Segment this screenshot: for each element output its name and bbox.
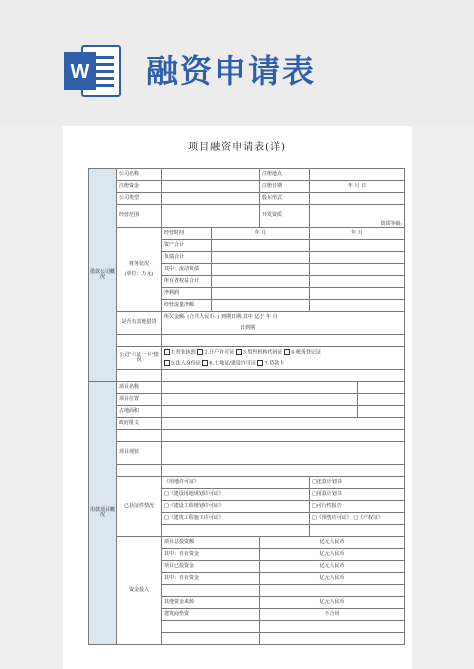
label-business-scope: 经营范围 xyxy=(117,205,162,228)
field-qual-grade[interactable]: 资质等级: xyxy=(310,205,405,228)
label-certs: 公司"六证一卡"情况 xyxy=(117,347,162,370)
spacer-cell xyxy=(162,465,405,477)
field-shareholding[interactable] xyxy=(310,193,405,205)
spacer-cell xyxy=(117,370,162,382)
label-other-debt: 是否有其他借贷 xyxy=(117,312,162,335)
inv-value[interactable]: 亿元人民币 xyxy=(260,573,405,585)
label-company-type: 公司类型 xyxy=(117,193,162,205)
spacer-cell xyxy=(162,525,310,537)
field-reg-date[interactable]: 年 月 日 xyxy=(310,181,405,193)
checkbox[interactable] xyxy=(202,360,208,366)
fin-cell[interactable] xyxy=(310,288,405,300)
field-extra[interactable] xyxy=(358,382,405,394)
inv-value[interactable]: 亿元人民币 xyxy=(260,549,405,561)
label-obtained-certs: 已获证件情况 xyxy=(117,477,162,537)
document-title: 项目融资申请表(详) xyxy=(188,142,286,153)
page-header xyxy=(0,0,474,126)
certs-line-1[interactable]: 1.营业执照 2.开户许可证 3.组织机构代码证 4.税务登记证 xyxy=(162,347,405,359)
inv-value[interactable]: 亿元人民币 xyxy=(260,537,405,549)
checkbox[interactable] xyxy=(257,360,263,366)
label-reg-capital: 注册资金 xyxy=(117,181,162,193)
checkbox[interactable] xyxy=(284,349,290,355)
inv-row-label: 项目已投资金 xyxy=(162,561,260,573)
fin-period-2[interactable]: 年 月 xyxy=(310,228,405,240)
checkbox[interactable] xyxy=(164,349,170,355)
spacer-cell xyxy=(310,525,405,537)
inv-row-label: 其中：自有资金 xyxy=(162,549,260,561)
fin-row-label: 经营时间 xyxy=(162,228,212,240)
field-other-debt[interactable]: 所欠金额: (合共人民币: ) 到期日期:其中 亿于 年 月 xyxy=(162,312,405,324)
field-project-location[interactable] xyxy=(162,394,358,406)
spacer-cell xyxy=(260,633,405,645)
label-finance: 财务状况 (单位：万元) xyxy=(117,228,162,312)
inv-row-label: 项目总投资额 xyxy=(162,537,260,549)
field-extra[interactable] xyxy=(358,406,405,418)
fin-cell[interactable] xyxy=(310,252,405,264)
cert-item[interactable]: □可行性报告 xyxy=(310,501,405,513)
section-company: 借款公司概况 xyxy=(89,169,117,382)
fin-cell[interactable] xyxy=(310,240,405,252)
fin-cell[interactable] xyxy=(310,276,405,288)
cert-item[interactable]: □还款计划书 xyxy=(310,477,405,489)
field-business-scope[interactable] xyxy=(162,205,260,228)
inv-row-label: 其他资金来源 xyxy=(162,597,260,609)
fin-row-label: 负债合计 xyxy=(162,252,212,264)
cert-item[interactable]: □《建设用地规划许可证》 xyxy=(162,489,310,501)
fin-cell[interactable] xyxy=(310,300,405,312)
fin-row-label: 其中：流动负债 xyxy=(162,264,212,276)
cert-item[interactable]: □《建设工程规划许可证》 xyxy=(162,501,310,513)
field-extra[interactable] xyxy=(358,394,405,406)
fin-row-label: 所有者权益合计 xyxy=(162,276,212,288)
field-project-status[interactable] xyxy=(162,442,405,465)
inv-value[interactable]: 不合用 xyxy=(260,609,405,621)
label-investment: 资金投入 xyxy=(117,537,162,645)
spacer-cell xyxy=(117,335,162,347)
word-app-icon xyxy=(62,40,124,102)
field-company-name[interactable] xyxy=(162,169,260,181)
field-reg-place[interactable] xyxy=(310,169,405,181)
inv-row-label: 建筑商垫资 xyxy=(162,609,260,621)
application-form xyxy=(88,168,404,645)
label-project-name: 项目名称 xyxy=(117,382,162,394)
form-table xyxy=(88,168,405,645)
label-company-name: 公司名称 xyxy=(117,169,162,181)
header-title: 融资申请表 xyxy=(146,52,317,90)
inv-value[interactable]: 亿元人民币 xyxy=(260,561,405,573)
cert-item[interactable]: □《建筑工程施工许可证》 xyxy=(162,513,310,525)
fin-cell[interactable] xyxy=(310,264,405,276)
label-reg-place: 注册地点 xyxy=(260,169,310,181)
field-company-type[interactable] xyxy=(162,193,260,205)
label-reg-date: 注册日期 xyxy=(260,181,310,193)
cert-item[interactable]: 《用地许可证》 xyxy=(162,477,310,489)
label-project-area: 占地面积 xyxy=(117,406,162,418)
label-dev-qual: 开发资质 xyxy=(260,205,310,228)
field-project-area[interactable] xyxy=(162,406,358,418)
field-gov-approval[interactable] xyxy=(162,418,405,430)
certs-line-2[interactable]: 5.法人身份证 6.土地证/建设许可证 7.贷款卡 xyxy=(162,358,405,370)
label-shareholding: 股东形式 xyxy=(260,193,310,205)
spacer-cell xyxy=(260,621,405,633)
field-other-debt-due[interactable]: 日到期 xyxy=(162,323,405,335)
inv-row-label: 其中：自有资金 xyxy=(162,573,260,585)
fin-row-label: 净利润 xyxy=(162,288,212,300)
spacer-cell xyxy=(162,585,260,597)
spacer-cell xyxy=(162,370,405,382)
label-project-status: 项目现状 xyxy=(117,442,162,465)
fin-row-label: 经营流量净额 xyxy=(162,300,212,312)
field-reg-capital[interactable] xyxy=(162,181,260,193)
checkbox[interactable] xyxy=(197,349,203,355)
checkbox[interactable] xyxy=(236,349,242,355)
fin-cell[interactable] xyxy=(212,288,310,300)
label-gov-approval: 政府批文 xyxy=(117,418,162,430)
fin-cell[interactable] xyxy=(212,252,310,264)
spacer-cell xyxy=(162,430,405,442)
fin-cell[interactable] xyxy=(212,240,310,252)
label-project-location: 项目位置 xyxy=(117,394,162,406)
spacer-cell xyxy=(162,633,260,645)
spacer-cell xyxy=(162,621,260,633)
svg-text:W: W xyxy=(70,61,90,83)
fin-cell[interactable] xyxy=(212,276,310,288)
cert-item[interactable]: □用款计划书 xyxy=(310,489,405,501)
section-project: 用款项目概况 xyxy=(89,382,117,645)
spacer-cell xyxy=(117,430,162,442)
cert-item[interactable]: □《预售许可证》 □《产权证》 xyxy=(310,513,405,525)
spacer-cell xyxy=(162,335,405,347)
spacer-cell xyxy=(117,465,162,477)
field-project-name[interactable] xyxy=(162,382,358,394)
fin-cell[interactable] xyxy=(212,264,310,276)
checkbox[interactable] xyxy=(164,360,170,366)
fin-period-1[interactable]: 年 月 xyxy=(212,228,310,240)
fin-cell[interactable] xyxy=(212,300,310,312)
spacer-cell xyxy=(260,585,405,597)
fin-row-label: 资产合计 xyxy=(162,240,212,252)
inv-value[interactable]: 亿元人民币 xyxy=(260,597,405,609)
